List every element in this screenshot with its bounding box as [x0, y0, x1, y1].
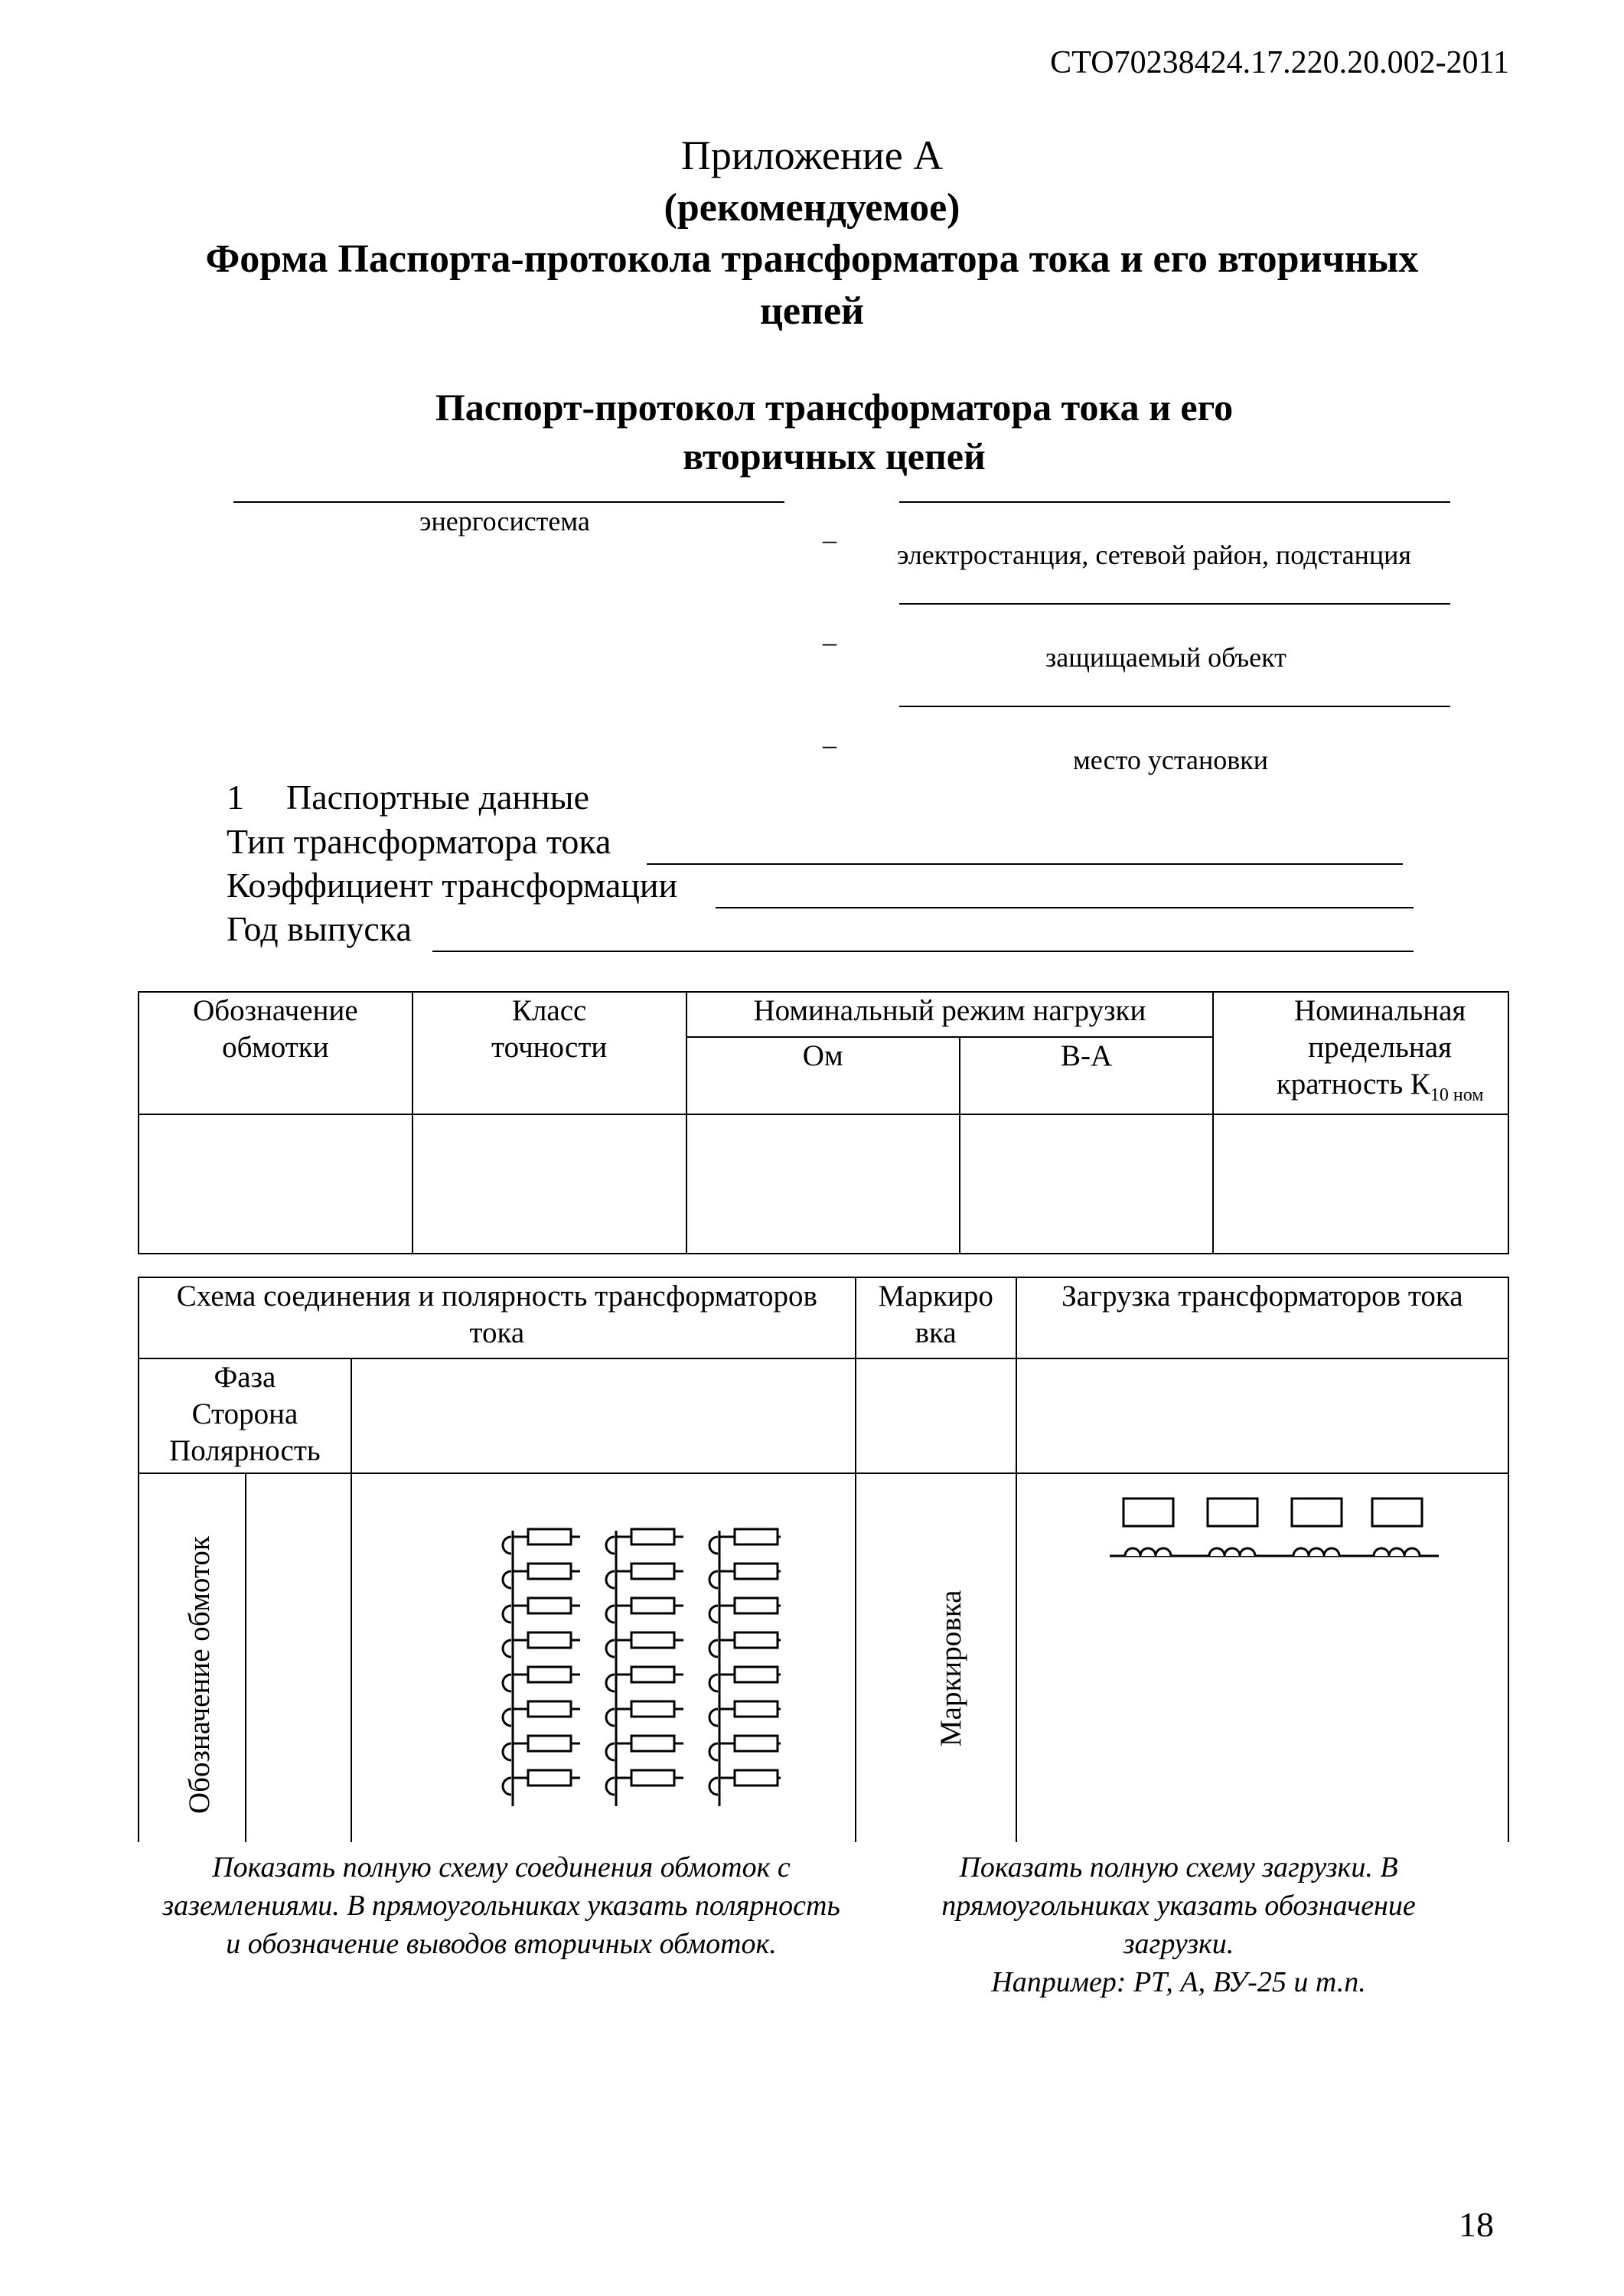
table1-cell[interactable]: [139, 1114, 413, 1254]
coil-turn: [503, 1743, 511, 1760]
table1-cell[interactable]: [413, 1114, 686, 1254]
coil-turn: [606, 1743, 615, 1760]
section-number: 1: [227, 778, 244, 817]
terminal-box: [631, 1598, 674, 1613]
terminal-box: [735, 1701, 778, 1717]
winding-scheme-diagram: [459, 1523, 781, 1814]
appendix-title: Приложение А: [680, 132, 944, 178]
terminal-box: [631, 1632, 674, 1648]
terminal-box: [735, 1667, 778, 1682]
load-box: [1123, 1499, 1173, 1526]
location-caption: место установки: [1073, 745, 1269, 775]
page-number: 18: [1459, 2205, 1494, 2244]
ratio-label: Коэффициент трансформации: [227, 866, 678, 905]
coil-turn: [606, 1537, 615, 1554]
section-heading: [227, 777, 589, 817]
terminal-box: [631, 1564, 674, 1579]
load-coil-line: [1110, 1548, 1439, 1556]
coil-turn: [709, 1571, 718, 1588]
load-box: [1292, 1499, 1342, 1526]
marking-vertical-label: Маркировка: [934, 1590, 967, 1746]
load-note: Показать полную схему загрузки. В прямоугольниках указать обозначение загрузки. Например: РТ, А, ВУ-25 и т.п.: [941, 1851, 1416, 1998]
load-box: [1208, 1499, 1257, 1526]
winding-column: [709, 1529, 781, 1806]
coil-turn: [503, 1709, 511, 1726]
coil-turn: [606, 1571, 615, 1588]
marking-cell-top[interactable]: [856, 1358, 1016, 1473]
ct-type-label: Тип трансформатора тока: [227, 822, 611, 861]
dash-1: _: [823, 515, 836, 546]
winding-column: [606, 1529, 683, 1806]
scheme-note: Показать полную схему соединения обмоток с заземлениями. В прямоугольниках указать полярность и обозначение выводов вторичных обмоток.: [162, 1851, 840, 1960]
coil-turn: [709, 1778, 718, 1795]
energy-system-line: [233, 501, 784, 503]
terminal-box: [528, 1770, 571, 1786]
coil-turn: [503, 1537, 511, 1554]
terminal-box: [528, 1701, 571, 1717]
terminal-box: [631, 1701, 674, 1717]
terminal-box: [528, 1598, 571, 1613]
winding-table: [138, 991, 1509, 1254]
terminal-box: [631, 1529, 674, 1544]
ct-type-field[interactable]: [647, 863, 1403, 865]
va-header: В-А: [960, 1037, 1213, 1114]
load-header: Загрузка трансформаторов тока: [1016, 1277, 1508, 1358]
location-line: [899, 706, 1450, 707]
table1-cell[interactable]: [1213, 1114, 1508, 1254]
load-box: [1372, 1499, 1422, 1526]
dash-2: _: [823, 618, 836, 648]
phase-side-polarity-cell: Фаза Сторона Полярность: [139, 1358, 351, 1473]
document-code: СТО70238424.17.220.20.002-2011: [1050, 45, 1509, 80]
form-title: Форма Паспорта-протокола трансформатора тока и его вторичных цепей: [205, 237, 1419, 333]
marking-header: Маркиро вка: [856, 1277, 1016, 1358]
scheme-header: Схема соединения и полярность трансформаторов тока: [139, 1277, 856, 1358]
nominal-mode-header: Номинальный режим нагрузки: [686, 992, 1214, 1037]
section-title: Паспортные данные: [286, 778, 589, 817]
station-caption: электростанция, сетевой район, подстанция: [897, 540, 1411, 570]
load-scheme-diagram: [1102, 1489, 1454, 1577]
protected-object-caption: защищаемый объект: [1045, 642, 1286, 673]
dash-3: _: [823, 720, 836, 751]
appendix-status: (рекомендуемое): [664, 186, 960, 230]
table1-cell[interactable]: [686, 1114, 960, 1254]
station-line: [899, 501, 1450, 503]
load-boxes: [1123, 1499, 1422, 1526]
terminal-box: [528, 1632, 571, 1648]
terminal-box: [735, 1529, 778, 1544]
winding-designation-vertical-label: Обозначение обмоток: [183, 1536, 216, 1814]
terminal-box: [528, 1529, 571, 1544]
coil-turn: [709, 1675, 718, 1691]
class-header: Класс точности: [413, 992, 686, 1114]
coil-turn: [503, 1675, 511, 1691]
coil-turn: [606, 1675, 615, 1691]
coil-turn: [606, 1606, 615, 1623]
ohm-header: Ом: [686, 1037, 960, 1114]
coil-turn: [709, 1640, 718, 1657]
protected-object-line: [899, 603, 1450, 605]
coil-turn: [503, 1571, 511, 1588]
terminal-box: [735, 1770, 778, 1786]
coil-turn: [503, 1778, 511, 1795]
terminal-box: [631, 1667, 674, 1682]
coil-turn: [709, 1606, 718, 1623]
year-label: Год выпуска: [227, 909, 412, 948]
coil-turn: [709, 1537, 718, 1554]
passport-title: Паспорт-протокол трансформатора тока и его вторичных цепей: [435, 386, 1234, 478]
coil-turn: [606, 1640, 615, 1657]
terminal-box: [631, 1736, 674, 1751]
coil-turn: [606, 1778, 615, 1795]
terminal-box: [735, 1736, 778, 1751]
winding-value-cell[interactable]: [246, 1473, 351, 1842]
terminal-box: [631, 1770, 674, 1786]
limit-header: Номинальная предельная кратность $К_{10 ном}$: [1213, 992, 1508, 1114]
terminal-box: [528, 1667, 571, 1682]
coil-turn: [709, 1709, 718, 1726]
coil-turn: [606, 1709, 615, 1726]
coil-turn: [503, 1606, 511, 1623]
load-cell-top[interactable]: [1016, 1358, 1508, 1473]
terminal-box: [528, 1736, 571, 1751]
terminal-box: [735, 1632, 778, 1648]
terminal-box: [735, 1598, 778, 1613]
energy-system-caption: энергосистема: [419, 506, 590, 536]
winding-column: [503, 1529, 580, 1806]
scheme-cell-top[interactable]: [351, 1358, 856, 1473]
coil-turn: [503, 1640, 511, 1657]
coil-turn: [709, 1743, 718, 1760]
ratio-field[interactable]: [716, 907, 1414, 908]
terminal-box: [735, 1564, 778, 1579]
terminal-box: [528, 1564, 571, 1579]
winding-header: Обозначение обмотки: [139, 992, 413, 1114]
table1-cell[interactable]: [960, 1114, 1213, 1254]
year-field[interactable]: [432, 951, 1414, 952]
